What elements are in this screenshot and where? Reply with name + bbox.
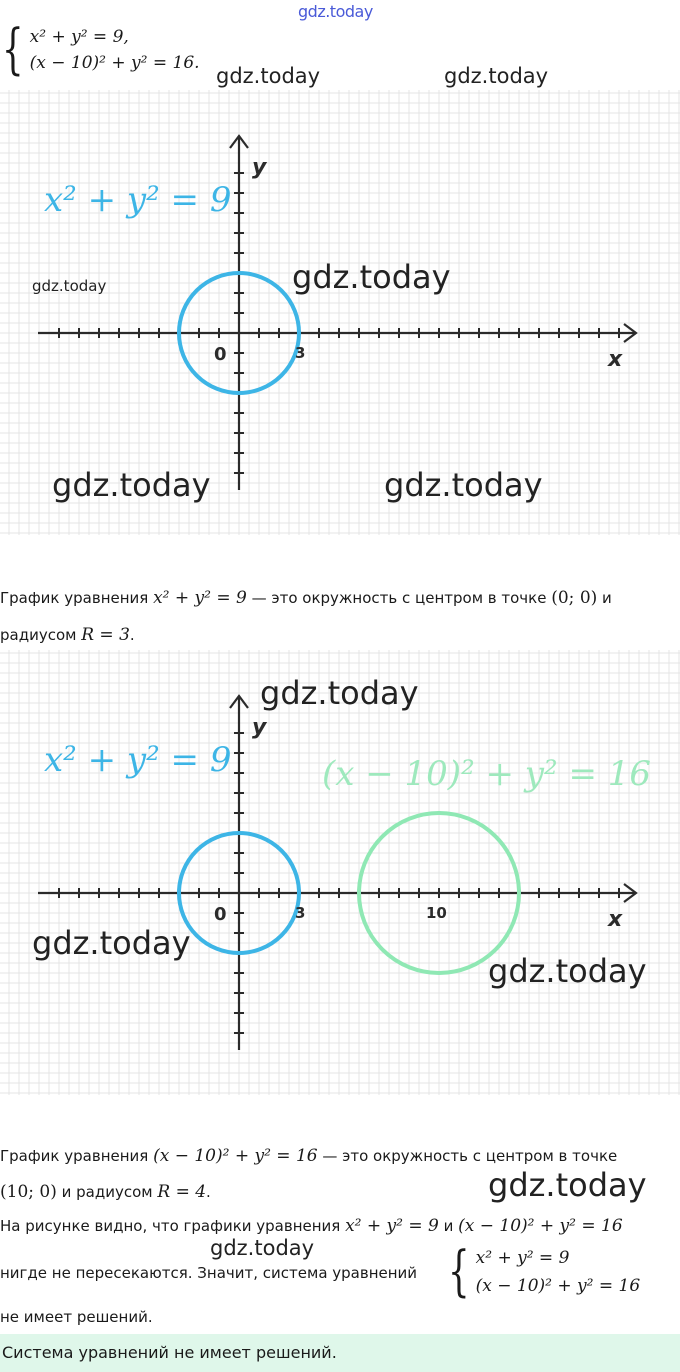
equation: x² + y² = 9 bbox=[153, 588, 247, 608]
watermark: gdz.today bbox=[52, 466, 211, 504]
watermark: gdz.today bbox=[488, 952, 647, 990]
system-eq-1: x² + y² = 9 bbox=[475, 1248, 570, 1268]
text: нигде не пересекаются. Значит, система уравнений bbox=[0, 1264, 418, 1282]
paragraph-1-line-2 bbox=[0, 625, 135, 645]
radius: R = 4 bbox=[157, 1182, 207, 1202]
system-brace: { bbox=[448, 1240, 470, 1304]
paragraph-1-line-1 bbox=[0, 588, 612, 608]
text: и bbox=[597, 589, 612, 607]
equation: (x − 10)² + y² = 16 bbox=[458, 1216, 623, 1236]
point: (0; 0) bbox=[551, 588, 598, 608]
graph-2-equation-label-1: x² + y² = 9 bbox=[44, 740, 232, 780]
watermark-top: gdz.today bbox=[298, 2, 373, 21]
tick-label: 3 bbox=[295, 904, 306, 922]
paragraph-3-line-2 bbox=[0, 1264, 417, 1282]
paragraph-2-line-2 bbox=[0, 1182, 211, 1202]
paragraph-2-line-1 bbox=[0, 1146, 617, 1166]
watermark: gdz.today bbox=[384, 466, 543, 504]
y-axis-label: y bbox=[252, 155, 267, 180]
text: . bbox=[206, 1183, 211, 1201]
equation: x² + y² = 9 bbox=[345, 1216, 439, 1236]
watermark: gdz.today bbox=[32, 924, 191, 962]
watermark: gdz.today bbox=[260, 674, 419, 712]
text: и bbox=[438, 1217, 459, 1235]
watermark: gdz.today bbox=[444, 64, 549, 88]
x-axis-label: x bbox=[608, 347, 623, 372]
text: График уравнения bbox=[0, 1147, 154, 1165]
text: не имеет решений. bbox=[0, 1308, 153, 1326]
origin-label: 0 bbox=[214, 344, 227, 365]
watermark: gdz.today bbox=[488, 1166, 647, 1204]
system-eq-2: (x − 10)² + y² = 16. bbox=[29, 53, 200, 73]
text: радиусом bbox=[0, 626, 82, 644]
system-eq-2: (x − 10)² + y² = 16 bbox=[475, 1276, 641, 1296]
equation: (x − 10)² + y² = 16 bbox=[153, 1146, 318, 1166]
y-axis-label: y bbox=[252, 715, 267, 740]
tick-label: 10 bbox=[426, 904, 447, 922]
bottom-equation-system bbox=[448, 1240, 641, 1304]
x-axis-label: x bbox=[608, 907, 623, 932]
graph-2 bbox=[0, 650, 680, 1095]
text: — это окружность с центром в точке bbox=[317, 1147, 618, 1165]
graph-1-equation-label: x² + y² = 9 bbox=[44, 180, 232, 220]
text: — это окружность с центром в точке bbox=[246, 589, 552, 607]
radius: R = 3 bbox=[81, 625, 130, 645]
point: (10; 0) bbox=[0, 1182, 57, 1202]
top-equation-system bbox=[2, 18, 200, 82]
system-brace: { bbox=[2, 18, 24, 82]
paragraph-3-line-1 bbox=[0, 1216, 623, 1236]
graph-2-equation-label-2: (x − 10)² + y² = 16 bbox=[322, 754, 652, 794]
watermark: gdz.today bbox=[292, 258, 451, 296]
tick-label: 3 bbox=[295, 344, 306, 362]
text: На рисунке видно, что графики уравнения bbox=[0, 1217, 346, 1235]
watermark: gdz.today bbox=[216, 64, 321, 88]
text: График уравнения bbox=[0, 589, 154, 607]
system-eq-1: x² + y² = 9, bbox=[29, 27, 129, 47]
text: . bbox=[129, 626, 135, 644]
paragraph-3-line-3 bbox=[0, 1308, 153, 1326]
text: и радиусом bbox=[56, 1183, 158, 1201]
graph-2-canvas bbox=[0, 650, 680, 1095]
watermark: gdz.today bbox=[210, 1236, 315, 1260]
origin-label: 0 bbox=[214, 904, 227, 925]
answer-box: Система уравнений не имеет решений. bbox=[0, 1334, 680, 1372]
watermark: gdz.today bbox=[32, 277, 107, 295]
